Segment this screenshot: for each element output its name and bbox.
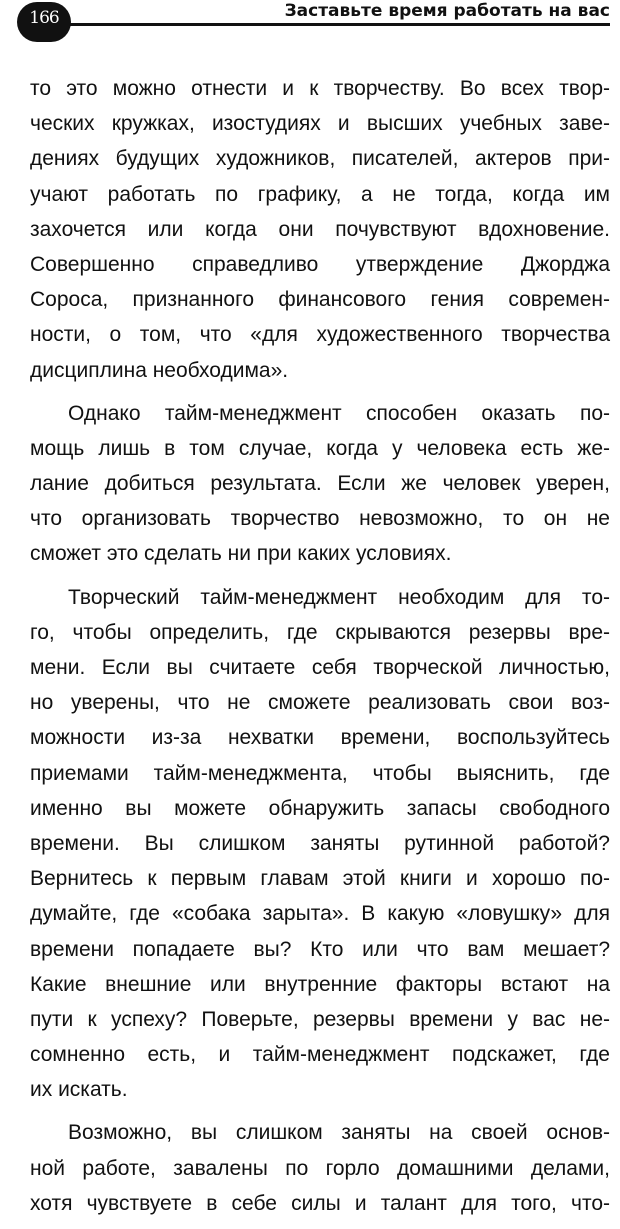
text-line: го, чтобы определить, где скрываются резервы вре- — [30, 620, 610, 644]
text-line: ческих кружках, изостудиях и высших учебных заве- — [30, 112, 610, 136]
paragraph-1 — [30, 71, 610, 388]
text-line: времени. Вы слишком заняты рутинной работой? — [30, 831, 610, 855]
text-line: мощь лишь в том случае, когда у человека есть же- — [30, 436, 610, 460]
text-line: именно вы можете обнаружить запасы свободного — [30, 796, 610, 820]
text-line: Сороса, признанного финансового гения современ- — [30, 288, 610, 312]
text-line: их искать. — [30, 1078, 128, 1102]
text-line: что организовать творчество невозможно, то он не — [30, 507, 610, 531]
body-text — [30, 71, 610, 1229]
text-line: ности, о том, что «для художественного творчества — [30, 323, 610, 347]
text-line: захочется или когда они почувствуют вдохновение. — [30, 217, 610, 241]
text-line: дисциплина необходима». — [30, 358, 289, 382]
text-line: учают работать по графику, а не тогда, когда им — [30, 182, 610, 206]
paragraph-4 — [30, 1115, 610, 1221]
text-line: можности из-за нехватки времени, воспользуйтесь — [30, 726, 610, 750]
text-line: сможет это сделать ни при каких условиях. — [30, 542, 452, 566]
text-line: Какие внешние или внутренние факторы встают на — [30, 972, 610, 996]
text-line: мени. Если вы считаете себя творческой личностью, — [30, 656, 610, 679]
text-line: приемами тайм-менеджмента, чтобы выяснить, где — [30, 761, 610, 785]
page-header — [0, 0, 620, 48]
text-line: думайте, где «собака зарыта». В какую «ловушку» для — [30, 902, 610, 926]
text-line: сомненно есть, и тайм-менеджмент подскажет, где — [30, 1043, 610, 1067]
text-line: то это можно отнести и к творчеству. Во всех твор- — [30, 77, 610, 100]
text-line: но уверены, что не сможете реализовать свои воз- — [30, 691, 610, 715]
text-line: дениях будущих художников, писателей, актеров при- — [30, 147, 610, 171]
text-line: Однако тайм-менеджмент способен оказать по- — [68, 401, 610, 425]
text-line: лание добиться результата. Если же человек уверен, — [30, 472, 610, 496]
paragraph-3 — [30, 580, 610, 1108]
text-line: Творческий тайм-менеджмент необходим для то- — [68, 585, 610, 609]
text-line: хотя чувствуете в себе силы и талант для того, что- — [30, 1191, 610, 1215]
header-rule — [58, 23, 610, 26]
paragraph-2 — [30, 396, 610, 572]
text-line: Возможно, вы слишком заняты на своей основ- — [68, 1121, 610, 1145]
running-title: Заставьте время работать на вас — [284, 1, 610, 21]
text-line: Совершенно справедливо утверждение Джорджа — [30, 252, 610, 276]
text-line: Вернитесь к первым главам этой книги и хорошо по- — [30, 867, 610, 891]
text-line: времени попадаете вы? Кто или что вам мешает? — [30, 937, 610, 961]
page-number: 166 — [17, 2, 71, 42]
text-line: пути к успеху? Поверьте, резервы времени у вас не- — [30, 1007, 610, 1031]
text-line: ной работе, завалены по горло домашними делами, — [30, 1156, 610, 1180]
